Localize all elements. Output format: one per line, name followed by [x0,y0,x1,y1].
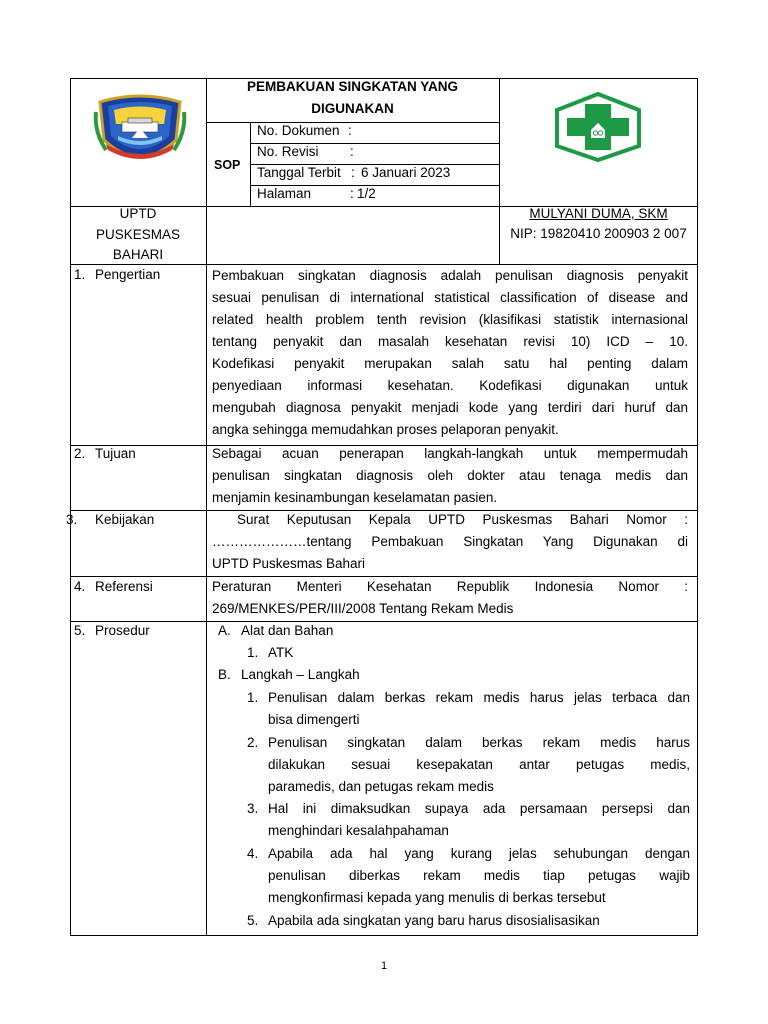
subsection-title-alat: Alat dan Bahan [241,623,334,638]
list-item [268,798,690,842]
body-line: Surat Keputusan Kepala UPTD Puskesmas Bahari Nomor : [237,512,688,527]
list-marker: 1. [247,645,259,660]
body-line: angka sehingga memudahkan proses pelaporan penyakit. [212,422,559,437]
body-line: Kodefikasi penyakit merupakan salah satu hal penting dalam [212,356,688,371]
section-body-kebijakan [212,509,688,575]
health-cross-house-icon [553,92,643,162]
doc-field-sep: : [350,144,354,159]
section-body-referensi [212,576,688,620]
org-name-line-2: PUSKESMAS [95,227,181,242]
list-item-atk: ATK [268,645,294,660]
section-number: 4. [74,579,86,594]
list-marker: A. [218,623,231,638]
list-item [268,687,690,731]
list-marker: 1. [247,690,259,705]
doc-field-sep: : [348,123,352,138]
doc-field-label: Tanggal Terbit [257,165,341,180]
doc-field-label: Halaman [257,186,312,201]
section-label-kebijakan: Kebijakan [95,512,155,527]
sop-label: SOP [214,158,241,172]
body-line: paramedis, dan petugas rekam medis [268,779,494,794]
section-label-pengertian: Pengertian [95,267,161,282]
list-marker: B. [218,667,231,682]
body-line: penyediaan informasi kesehatan. Kodefikasi digunakan untuk [212,378,688,393]
section-body-pengertian [212,265,688,441]
section-number: 5. [74,623,86,638]
row-line-prosedur [70,621,698,622]
doc-field-value: 1/2 [357,186,376,201]
body-line: sesuai penulisan di international statistical classification of disease and [212,290,688,305]
page-title-line-2: DIGUNAKAN [311,101,394,116]
body-line: Hal ini dimaksudkan supaya ada persamaan persepsi dan [268,801,690,816]
body-line: Penulisan dalam berkas rekam medis harus jelas terbaca dan [268,690,690,705]
section-number: 1. [74,267,86,282]
list-marker: 2. [247,735,259,750]
doc-field-label: No. Dokumen [257,123,340,138]
org-name-line-1: UPTD [119,206,157,221]
body-line: Apabila ada singkatan yang baru harus disosialisasikan [268,913,600,928]
body-line: penulisan singkatan diagnosis oleh dokter atau tenaga medis dan [212,468,688,483]
list-item [268,910,690,932]
org-name-line-3: BAHARI [112,247,164,262]
doc-field-sep: : [350,186,354,201]
body-line: 269/MENKES/PER/III/2008 Tentang Rekam Medis [212,601,514,616]
body-line: Penulisan singkatan dalam berkas rekam medis harus [268,735,690,750]
subsection-title-langkah: Langkah – Langkah [241,667,360,682]
doc-field-label: No. Revisi [257,144,319,159]
list-marker: 3. [247,801,259,816]
body-line: Pembakuan singkatan diagnosis adalah penulisan diagnosis penyakit [212,268,688,283]
body-line: …………………tentang Pembakuan Singkatan Yang Digunakan di [212,534,688,549]
body-line: mengubah diagnosa penyakit menjadi kode yang terdiri dari huruf dan [212,400,688,415]
list-item [268,843,690,909]
section-label-tujuan: Tujuan [95,446,136,461]
body-line: Apabila ada hal yang kurang jelas sehubungan dengan [268,846,690,861]
section-number: 3. [66,512,78,527]
section-label-prosedur: Prosedur [95,623,150,638]
section-label-referensi: Referensi [95,579,153,594]
section-body-tujuan [212,443,688,509]
body-line: related health problem tenth revision (klasifikasi statistik internasional [212,312,688,327]
title-underline [206,122,499,123]
body-line: Peraturan Menteri Kesehatan Republik Indonesia Nomor : [212,579,688,594]
regional-emblem-icon [92,92,188,170]
page-title-line-1: PEMBAKUAN SINGKATAN YANG [246,79,459,94]
body-line: mengkonfirmasi kepada yang menulis di berkas tersebut [268,890,606,905]
body-line: bisa dimengerti [268,712,360,727]
body-line: penulisan diberkas rekam medis tiap petugas wajib [268,868,690,883]
doc-field-value: 6 Januari 2023 [361,165,451,180]
body-line: UPTD Puskesmas Bahari [212,556,366,571]
body-line: menjamin kesinambungan keselamatan pasien. [212,490,498,505]
section-number: 2. [74,446,86,461]
doc-field-sep: : [351,165,355,180]
body-line: dilakukan sesuai kesepakatan antar petugas medis, [268,757,690,772]
body-line: menghindari kesalahpahaman [268,823,449,838]
body-line: tentang penyakit dan masalah kesehatan revisi 10) ICD – 10. [212,334,688,349]
signer-name: MULYANI DUMA, SKM [529,206,668,221]
list-marker: 5. [247,913,259,928]
list-marker: 4. [247,846,259,861]
page-number: 1 [380,960,388,972]
signer-nip: NIP: 19820410 200903 2 007 [510,226,687,241]
body-line: Sebagai acuan penerapan langkah-langkah untuk mempermudah [212,446,688,461]
list-item [268,732,690,798]
